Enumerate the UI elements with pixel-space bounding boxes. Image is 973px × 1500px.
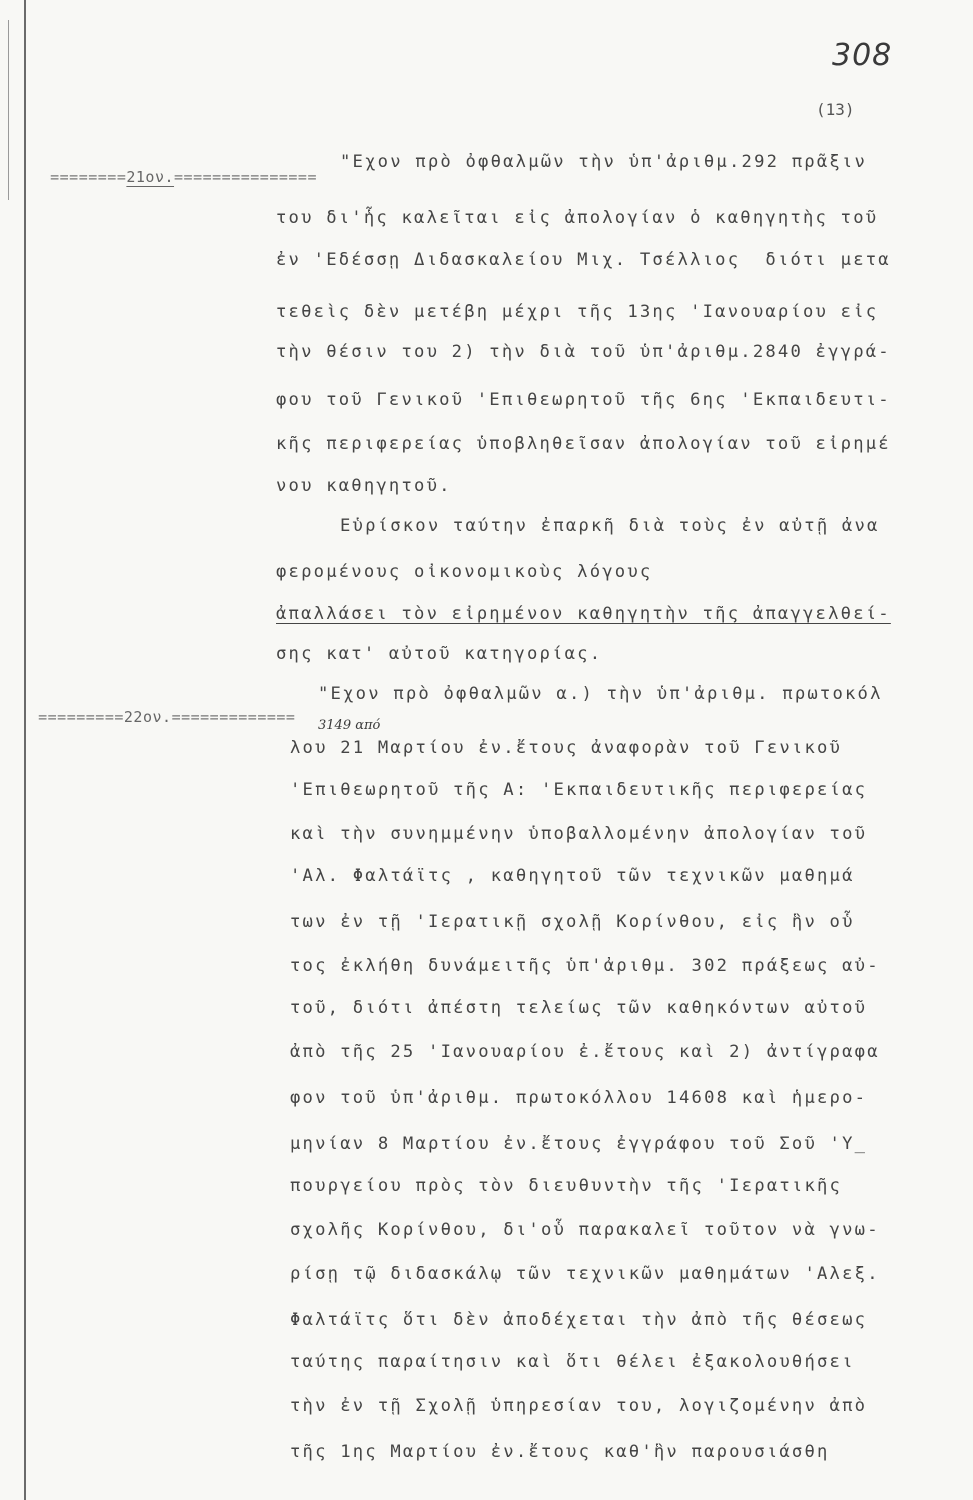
binding-margin-line-secondary xyxy=(8,20,9,200)
text-line: τὴν ἐν τῇ Σχολῇ ὑπηρεσίαν του, λογιζομένην ἀπὸ xyxy=(290,1396,868,1416)
text-line: καὶ τὴν συνημμένην ὑποβαλλομένην ἀπολογίαν τοῦ xyxy=(290,824,868,844)
text-line: Φαλτάϊτς ὅτι δὲν ἀποδέχεται τὴν ἀπὸ τῆς θέσεως xyxy=(290,1310,868,1330)
section-marker-dashes: ======== xyxy=(50,168,127,186)
text-line: φερομένους οἰκονομικοὺς λόγους xyxy=(276,562,653,582)
text-line: "Εχον πρὸ ὀφθαλμῶν τὴν ὑπ'ἀριθμ.292 πρᾶξιν xyxy=(340,152,868,172)
text-line: φον τοῦ ὑπ'ἀριθμ. πρωτοκόλλου 14608 καὶ ἡμερο- xyxy=(290,1088,868,1108)
text-line: τοῦ, διότι ἀπέστη τελείως τῶν καθηκόντων αὐτοῦ xyxy=(290,998,868,1018)
text-line: νου καθηγητοῦ. xyxy=(276,476,452,496)
sheet-number: (13) xyxy=(816,100,855,119)
text-line: του δι'ἧς καλεῖται εἰς ἀπολογίαν ὁ καθηγητὴς τοῦ xyxy=(276,208,879,228)
text-line: ρίσῃ τῷ διδασκάλῳ τῶν τεχνικῶν μαθημάτων 'Αλεξ. xyxy=(290,1264,880,1284)
text-line: τεθεὶς δὲν μετέβη μέχρι τῆς 13ης 'Ιανουαρίου εἰς xyxy=(276,302,879,322)
text-line: "Εχον πρὸ ὀφθαλμῶν α.) τὴν ὑπ'ἀριθμ. πρωτοκόλ xyxy=(318,684,883,704)
text-line: κῆς περιφερείας ὑποβληθεῖσαν ἀπολογίαν τοῦ εἰρημέ xyxy=(276,434,891,454)
text-line: τος ἐκλήθη δυνάμειτῆς ὑπ'ἀριθμ. 302 πράξεως αὐ- xyxy=(290,956,880,976)
text-line: των ἐν τῇ 'Ιερατικῇ σχολῇ Κορίνθου, εἰς ἣν οὗ xyxy=(290,912,855,932)
text-line: μηνίαν 8 Μαρτίου ἐν.ἔτους ἐγγράφου τοῦ Σοῦ 'Υ_ xyxy=(290,1134,868,1154)
section-marker-21 xyxy=(12,150,317,204)
section-marker-dashes: ========= xyxy=(38,708,124,726)
text-line: ἀπαλλάσει τὸν εἰρημένον καθηγητὴν τῆς ἀπαγγελθεί- xyxy=(276,604,891,624)
section-marker-22 xyxy=(0,690,295,744)
section-marker-dashes: =============== xyxy=(174,168,317,186)
text-line: σχολῆς Κορίνθου, δι'οὗ παρακαλεῖ τοῦτον νὰ γνω- xyxy=(290,1220,880,1240)
text-line: τὴν θέσιν του 2) τὴν διὰ τοῦ ὑπ'ἀριθμ.2840 ἐγγρά- xyxy=(276,342,891,362)
handwritten-annotation: 3149 από xyxy=(318,718,381,733)
text-line: ταύτης παραίτησιν καὶ ὅτι θέλει ἐξακολουθήσει xyxy=(290,1352,855,1372)
text-line: 'Αλ. Φαλτάϊτς , καθηγητοῦ τῶν τεχνικῶν μαθημά xyxy=(290,866,855,886)
text-line: ἀπὸ τῆς 25 'Ιανουαρίου ἐ.ἔτους καὶ 2) ἀντίγραφα xyxy=(290,1042,880,1062)
section-marker-label: 21ον. xyxy=(126,168,175,186)
text-line: φου τοῦ Γενικοῦ 'Επιθεωρητοῦ τῆς 6ης 'Εκπαιδευτι- xyxy=(276,390,891,410)
text-line: σης κατ' αὐτοῦ κατηγορίας. xyxy=(276,644,603,664)
text-line: 'Επιθεωρητοῦ τῆς Α: 'Εκπαιδευτικῆς περιφερείας xyxy=(290,780,868,800)
text-line: Εὑρίσκον ταύτην ἐπαρκῆ διὰ τοὺς ἐν αὐτῇ ἀνα xyxy=(340,516,880,536)
binding-margin-line xyxy=(24,0,26,1500)
section-marker-dashes: ============= xyxy=(171,708,296,726)
text-line: λου 21 Μαρτίου ἐν.ἔτους ἀναφορὰν τοῦ Γενικοῦ xyxy=(290,738,843,758)
text-line: ἐν 'Εδέσσῃ Διδασκαλείου Μιχ. Τσέλλιος διότι μετα xyxy=(276,250,891,270)
page-number: 308 xyxy=(832,38,893,73)
text-line: τῆς 1ης Μαρτίου ἐν.ἔτους καθ'ἣν παρουσιάσθη xyxy=(290,1442,830,1462)
text-line: πουργείου πρὸς τὸν διευθυντὴν τῆς 'Ιερατικῆς xyxy=(290,1176,843,1196)
section-marker-label: 22ον. xyxy=(123,708,172,726)
